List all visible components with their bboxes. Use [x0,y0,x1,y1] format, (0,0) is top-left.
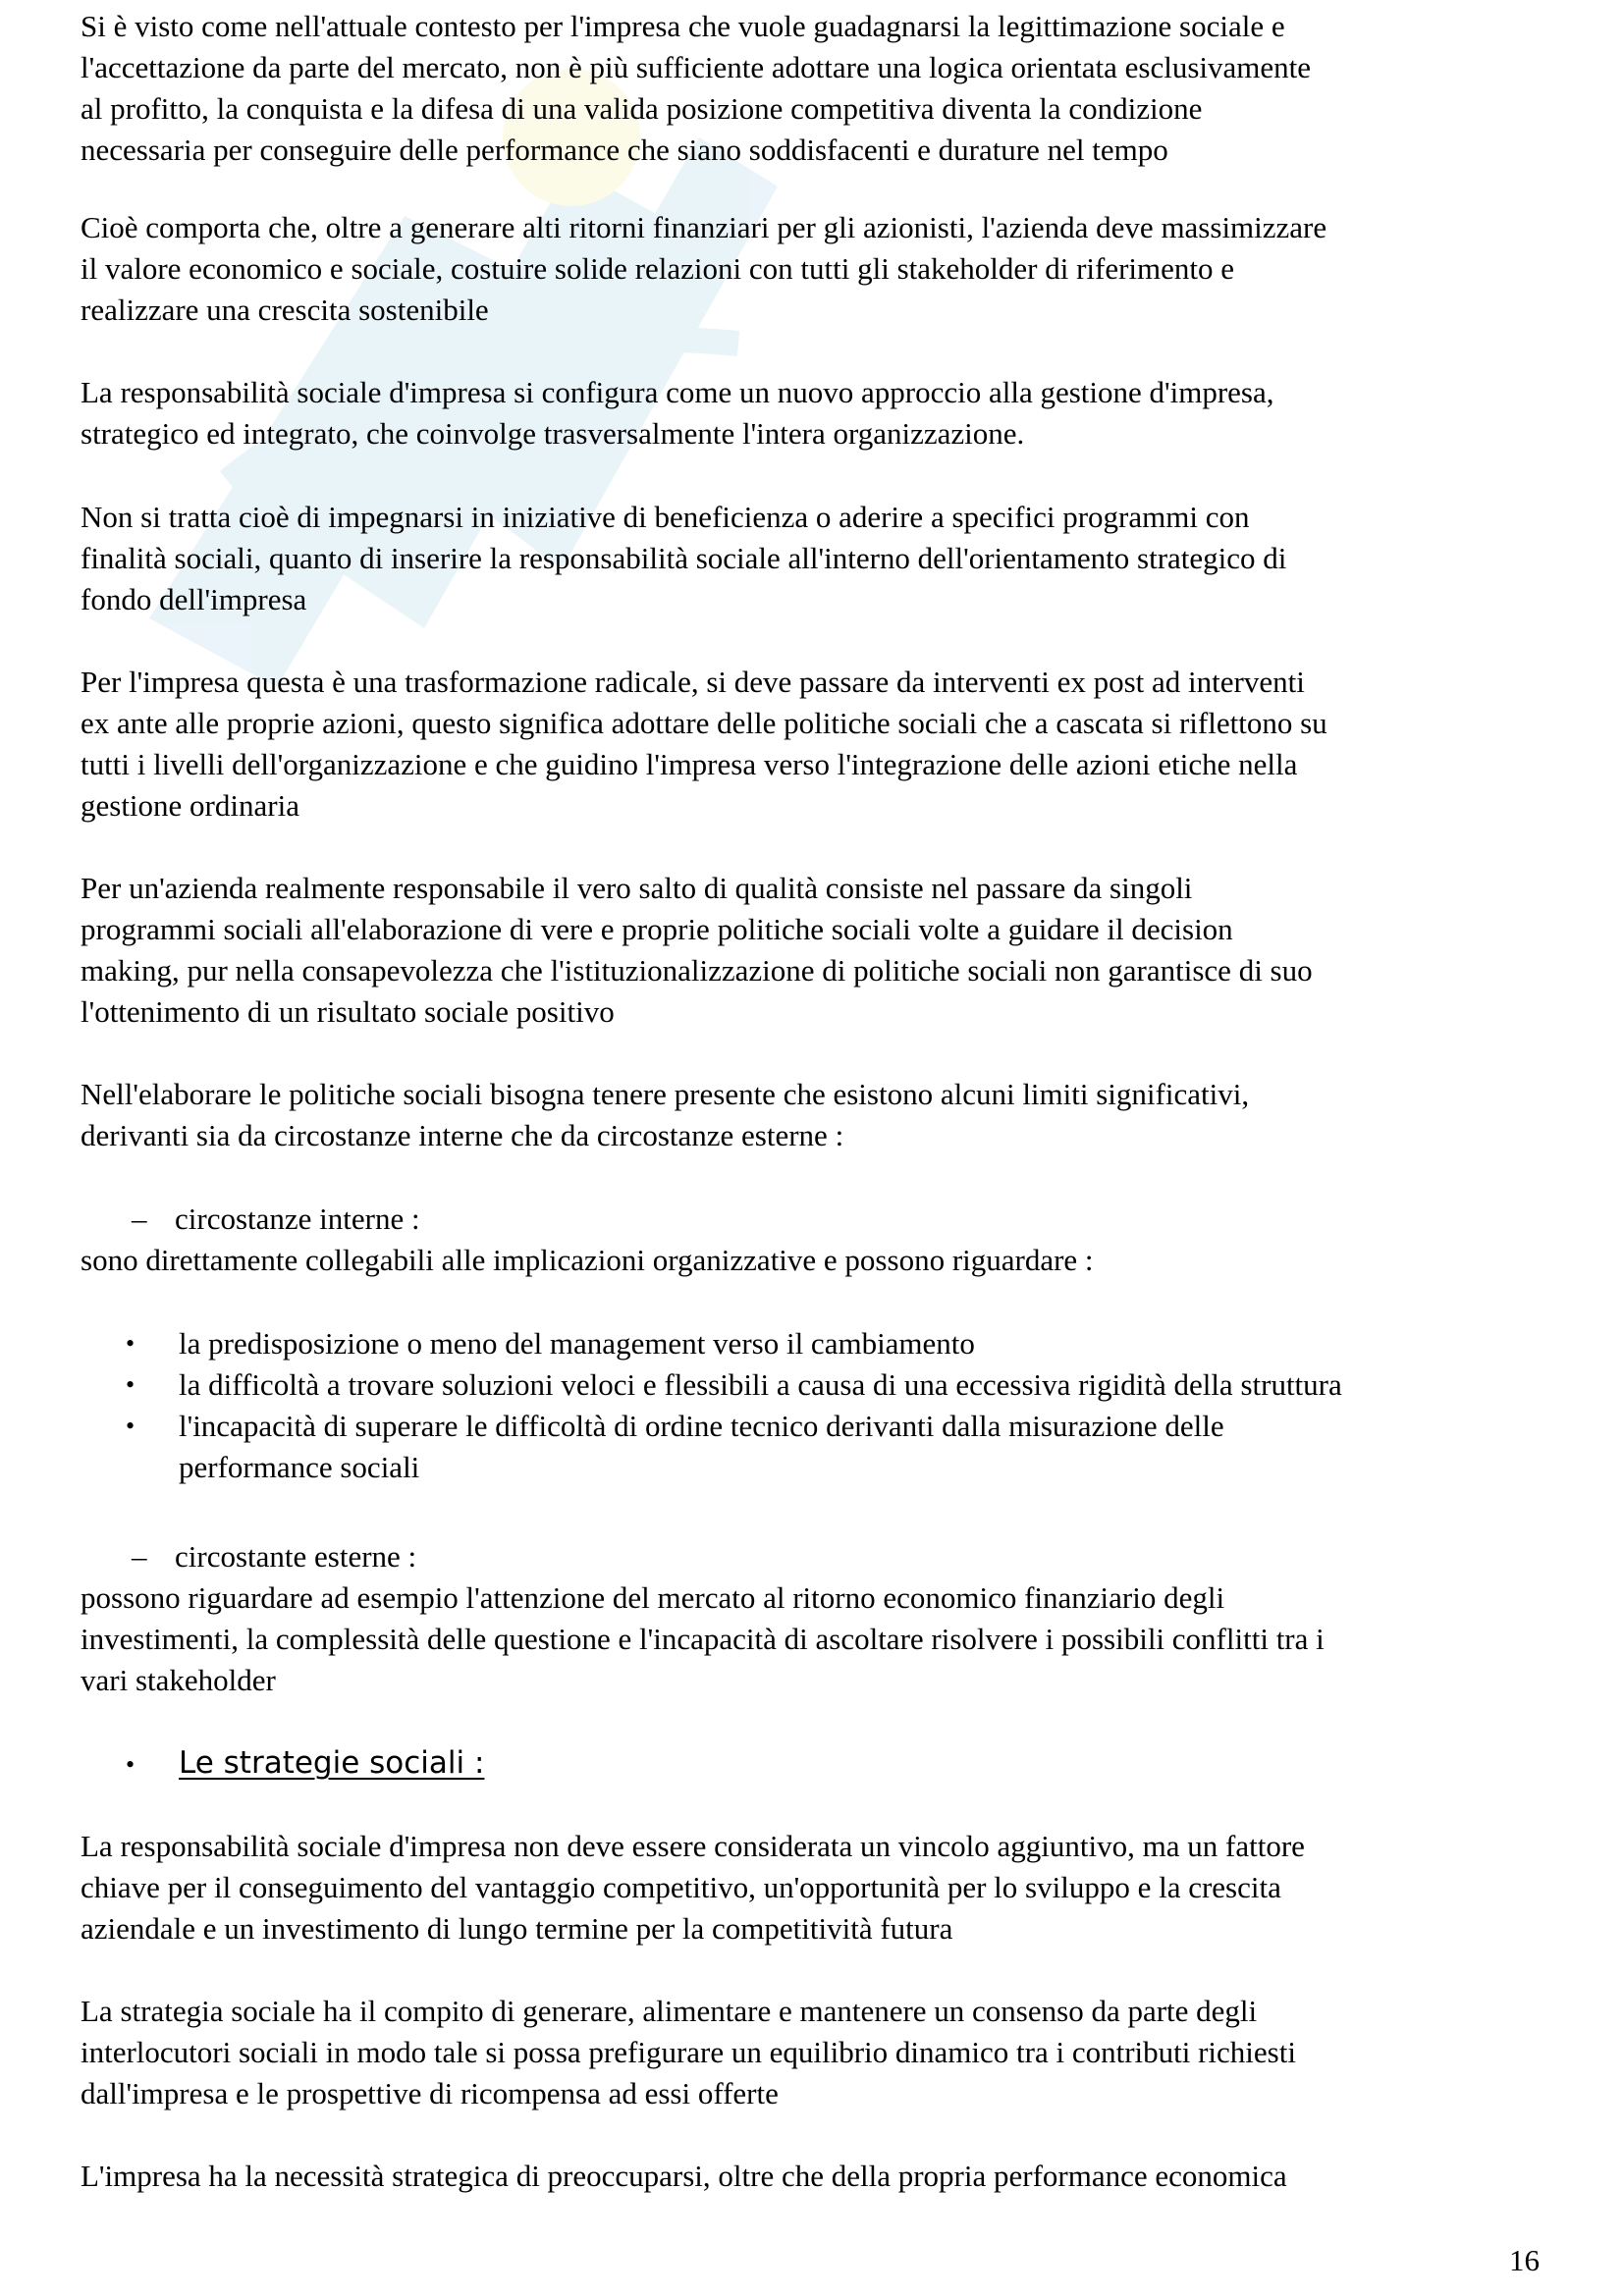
bullet-icon: • [126,1370,135,1399]
list-item: • l'incapacità di superare le difficoltà di ordine tecnico derivanti dalla misurazione delle performance sociali [126,1406,1559,1488]
list-item: • la predisposizione o meno del management verso il cambiamento [126,1323,1559,1364]
page-number: 16 [1509,2243,1540,2277]
bullet-icon: • [126,1329,135,1358]
section-heading-strategie-sociali: • Le strategie sociali : [126,1742,484,1786]
external-circumstances-label: – circostante esterne : [132,1539,417,1574]
list-item: • la difficoltà a trovare soluzioni veloci e flessibili a causa di una eccessiva rigidità della struttura [126,1364,1559,1406]
section-paragraph-3: L'impresa ha la necessità strategica di preoccuparsi, oltre che della propria performance economica [81,2159,1287,2193]
section-paragraph-1: La responsabilità sociale d'impresa non deve essere considerata un vincolo aggiuntivo, ma un fattore chiave per il conseguimento del vantaggio competitivo, un'opportunità per lo sviluppo e la crescita aziendale e un investimento di lungo termine per la competitività futura [81,1829,1305,1946]
internal-circumstances-list [126,1323,1559,1488]
external-circumstances-text: possono riguardare ad esempio l'attenzione del mercato al ritorno economico finanziario degli investimenti, la complessità delle questione e l'incapacità di ascoltare risolvere i possibili conflitti tra i vari stakeholder [81,1580,1325,1697]
paragraph-3: La responsabilità sociale d'impresa si configura come un nuovo approccio alla gestione d'impresa, strategico ed integrato, che coinvolge trasversalmente l'intera organizzazione. [81,375,1274,451]
paragraph-5: Per l'impresa questa è una trasformazione radicale, si deve passare da interventi ex post ad interventi ex ante alle proprie azioni, questo significa adottare delle politiche sociali che a cascata si riflettono su tutti i livelli dell'organizzazione e che guidino l'impresa verso l'integrazione delle azioni etiche nella gestione ordinaria [81,665,1327,823]
internal-circumstances-label: – circostanze interne : [132,1201,420,1236]
paragraph-6: Per un'azienda realmente responsabile il vero salto di qualità consiste nel passare da singoli programmi sociali all'elaborazione di vere e proprie politiche sociali volte a guidare il decision making, pur nella consapevolezza che l'istituzionalizzazione di politiche sociali non garantisce di suo l'ottenimento di un risultato sociale positivo [81,871,1313,1029]
document-page [81,0,1553,2296]
internal-circumstances-intro: sono direttamente collegabili alle implicazioni organizzative e possono riguardare : [81,1243,1094,1277]
bullet-icon: • [126,1750,135,1779]
paragraph-7: Nell'elaborare le politiche sociali bisogna tenere presente che esistono alcuni limiti significativi, derivanti sia da circostanze interne che da circostanze esterne : [81,1077,1250,1152]
bullet-icon: • [126,1412,135,1440]
paragraph-4: Non si tratta cioè di impegnarsi in iniziative di beneficienza o aderire a specifici programmi con finalità sociali, quanto di inserire la responsabilità sociale all'interno dell'orientamento strategico di fondo dell'impresa [81,500,1287,616]
paragraph-2: Cioè comporta che, oltre a generare alti ritorni finanziari per gli azionisti, l'azienda deve massimizzare il valore economico e sociale, costuire solide relazioni con tutti gli stakeholder di riferimento e realizzare una crescita sostenibile [81,210,1327,327]
section-paragraph-2: La strategia sociale ha il compito di generare, alimentare e mantenere un consenso da parte degli interlocutori sociali in modo tale si possa prefigurare un equilibrio dinamico tra i contributi richiesti dall'impresa e le prospettive di ricompensa ad essi offerte [81,1994,1296,2110]
paragraph-1: Si è visto come nell'attuale contesto per l'impresa che vuole guadagnarsi la legittimazione sociale e l'accettazione da parte del mercato, non è più sufficiente adottare una logica orientata esclusivamente al profitto, la conquista e la difesa di una valida posizione competitiva diventa la condizione necessaria per conseguire delle performance che siano soddisfacenti e durature nel tempo [81,9,1312,167]
